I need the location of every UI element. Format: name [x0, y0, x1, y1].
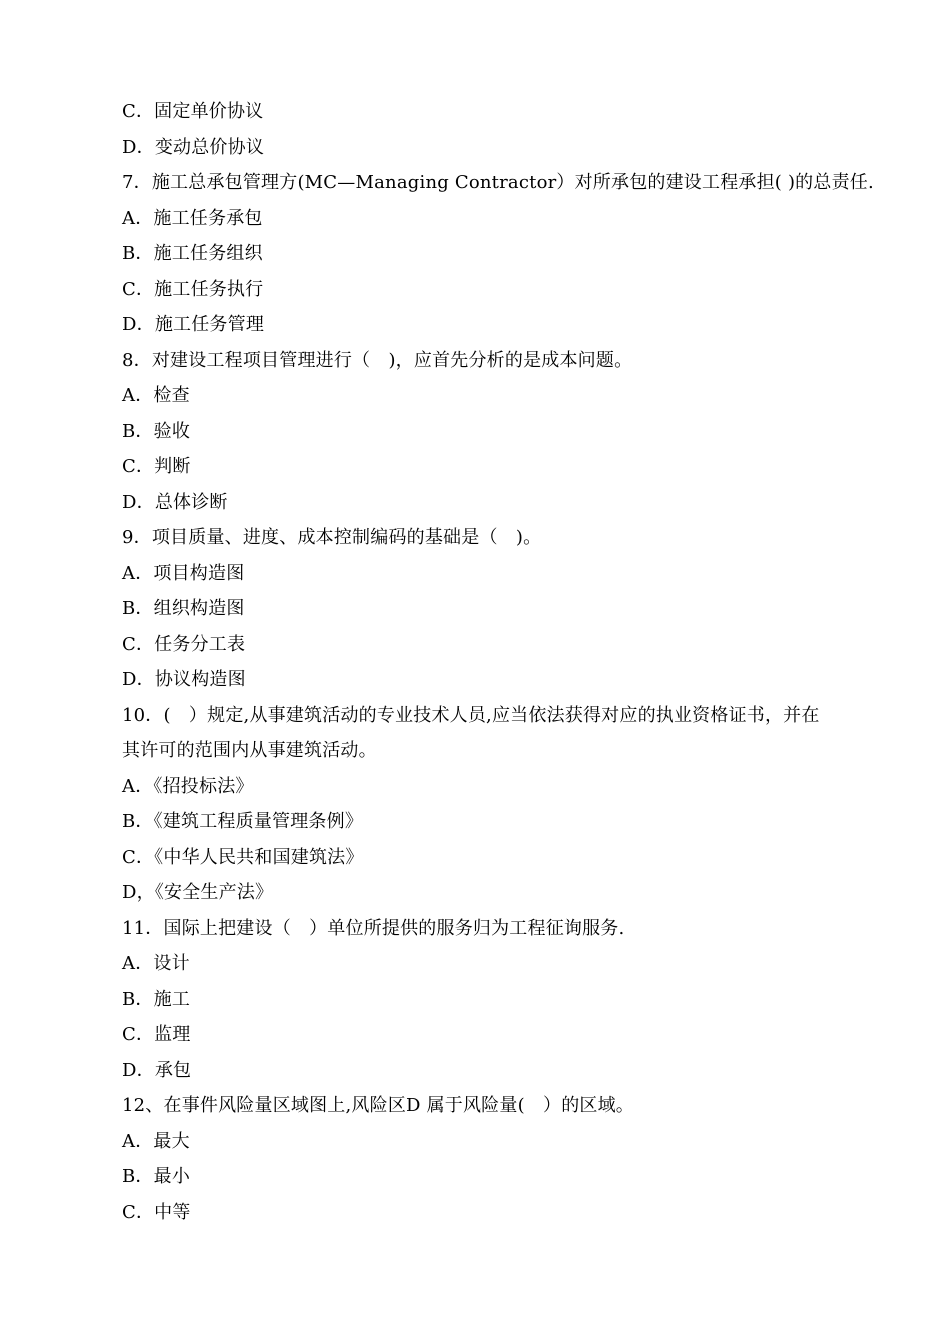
q7-option-c: C．施工任务执行	[122, 278, 264, 300]
q12-option-b: B．最小	[122, 1166, 191, 1187]
q11-option-c: C．监理	[122, 1024, 191, 1045]
question-12: 12、在事件风险量区域图上,风险区D 属于风险量( ）的区域。	[122, 1095, 634, 1116]
q9-option-b: B．组织构造图	[122, 598, 245, 619]
q8-option-a: A．检查	[122, 385, 190, 406]
question-10-line-1: 10．( ）规定,从事建筑活动的专业技术人员,应当依法获得对应的执业资格证书，并在	[122, 704, 820, 726]
q7-option-b: B．施工任务组织	[122, 243, 263, 264]
q9-option-c: C．任务分工表	[122, 633, 246, 655]
q10-option-a: A．《招投标法》	[122, 775, 254, 797]
q11-option-a: A．设计	[122, 953, 190, 974]
option-c-fixed-unit-price: C．固定单价协议	[122, 101, 264, 122]
q11-option-b: B．施工	[122, 988, 191, 1010]
q9-option-d: D．协议构造图	[122, 669, 246, 690]
q8-option-c: C．判断	[122, 456, 191, 477]
question-11: 11．国际上把建设（ ）单位所提供的服务归为工程征询服务.	[122, 917, 625, 939]
question-7: 7．施工总承包管理方(MC—Managing Contractor）对所承包的建设工程承担( )的总责任.	[122, 172, 874, 193]
q10-option-d: D，《安全生产法》	[122, 882, 274, 903]
option-d-variable-total-price: D．变动总价协议	[122, 136, 265, 158]
q11-option-d: D．承包	[122, 1059, 192, 1081]
q12-option-c: C．中等	[122, 1201, 191, 1223]
q8-option-b: B．验收	[122, 420, 191, 442]
question-9: 9．项目质量、进度、成本控制编码的基础是（ )。	[122, 527, 542, 548]
question-10-line-2: 其许可的范围内从事建筑活动。	[122, 740, 377, 761]
q12-option-a: A．最大	[122, 1130, 190, 1152]
q10-option-b: B．《建筑工程质量管理条例》	[122, 811, 364, 832]
q7-option-a: A．施工任务承包	[122, 207, 263, 229]
q8-option-d: D．总体诊断	[122, 491, 228, 513]
document-body	[122, 94, 874, 1230]
q10-option-c: C．《中华人民共和国建筑法》	[122, 846, 364, 868]
q9-option-a: A．项目构造图	[122, 562, 245, 584]
question-8: 8．对建设工程项目管理进行（ )，应首先分析的是成本问题。	[122, 349, 633, 371]
q7-option-d: D．施工任务管理	[122, 314, 265, 335]
